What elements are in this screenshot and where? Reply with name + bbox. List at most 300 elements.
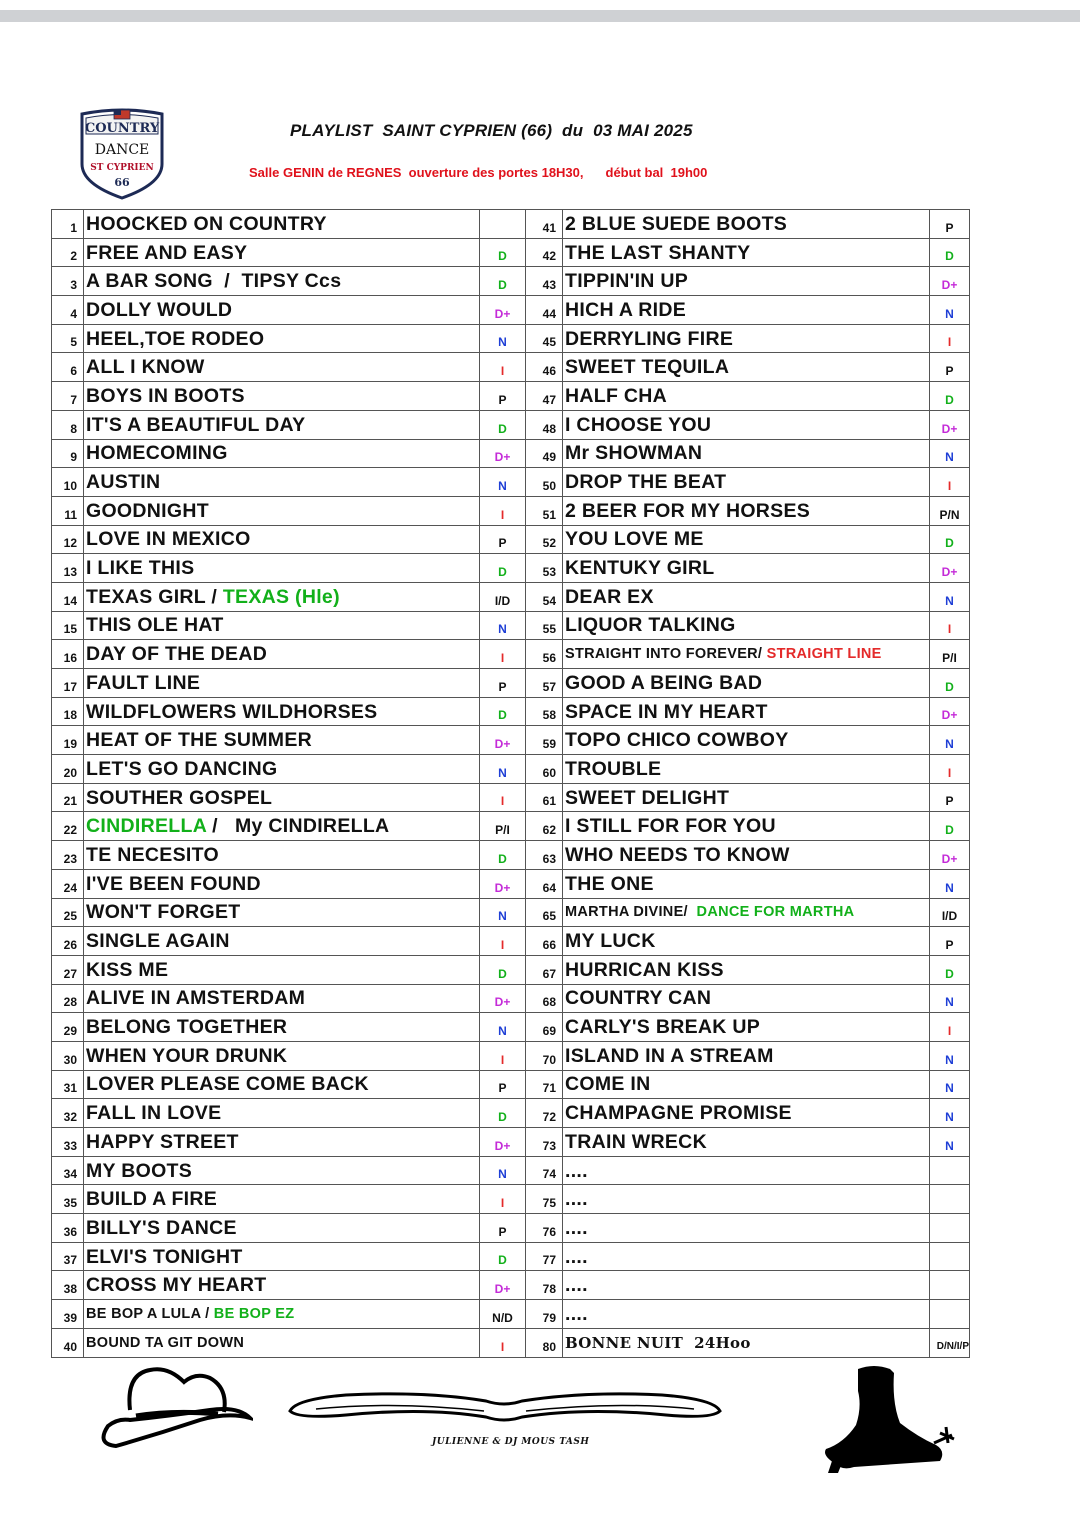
song-number: 79	[526, 1300, 563, 1329]
song-title-main: BILLY'S DANCE	[86, 1216, 237, 1239]
playlist-row	[52, 1214, 970, 1243]
song-title	[84, 726, 480, 755]
playlist-row	[52, 1156, 970, 1185]
song-title	[84, 1128, 480, 1157]
dance-level	[930, 1271, 970, 1300]
dance-level: I	[480, 783, 526, 812]
song-title	[84, 296, 480, 325]
song-title-main: SOUTHER GOSPEL	[86, 786, 273, 809]
playlist-row	[52, 812, 970, 841]
song-title-main: HURRICAN KISS	[565, 958, 724, 981]
song-title	[84, 353, 480, 382]
song-title	[84, 898, 480, 927]
song-title-alt: DANCE FOR MARTHA	[696, 904, 855, 921]
dance-level: D	[480, 697, 526, 726]
song-number: 80	[526, 1328, 563, 1357]
song-title-main: TRAIN WRECK	[565, 1130, 707, 1153]
song-number: 45	[526, 324, 563, 353]
song-number: 5	[52, 324, 84, 353]
song-title	[563, 267, 930, 296]
song-title	[84, 324, 480, 353]
song-title	[84, 783, 480, 812]
song-title	[563, 382, 930, 411]
song-title-main: MY LUCK	[565, 930, 656, 953]
song-title-main: / My CINDIRELLA	[206, 815, 390, 838]
song-title	[84, 1041, 480, 1070]
song-title-main: SWEET DELIGHT	[565, 786, 730, 809]
song-number: 57	[526, 669, 563, 698]
song-number: 24	[52, 869, 84, 898]
dance-level: I	[480, 927, 526, 956]
top-gray-bar	[0, 10, 1080, 22]
song-number: 59	[526, 726, 563, 755]
song-title	[563, 611, 930, 640]
song-title	[84, 1156, 480, 1185]
song-title	[84, 1328, 480, 1357]
song-title-main: ALIVE IN AMSTERDAM	[86, 987, 306, 1010]
song-title-main: HALF CHA	[565, 384, 668, 407]
song-title	[84, 927, 480, 956]
start-time-text: début bal 19h00	[605, 165, 708, 180]
song-number: 30	[52, 1041, 84, 1070]
song-title-main: IT'S A BEAUTIFUL DAY	[86, 413, 306, 436]
dance-level: N	[930, 984, 970, 1013]
dance-level: N	[930, 1099, 970, 1128]
song-title-main: LIQUOR TALKING	[565, 614, 736, 637]
playlist-row	[52, 1041, 970, 1070]
dance-level: D+	[480, 726, 526, 755]
song-title	[84, 582, 480, 611]
song-title-main: HICH A RIDE	[565, 298, 687, 321]
song-title-main: COUNTRY CAN	[565, 987, 712, 1010]
song-title	[563, 1271, 930, 1300]
song-title-main: I LIKE THIS	[86, 557, 195, 580]
song-title-main: DEAR EX	[565, 585, 654, 608]
dance-level: D+	[930, 410, 970, 439]
logo-number-text: 66	[114, 176, 130, 189]
song-title-main: GOOD A BEING BAD	[565, 671, 763, 694]
song-title	[84, 468, 480, 497]
song-number: 42	[526, 238, 563, 267]
playlist-row	[52, 554, 970, 583]
song-number: 21	[52, 783, 84, 812]
song-title	[563, 1128, 930, 1157]
song-title-main: A BAR SONG / TIPSY Ccs	[86, 270, 342, 293]
playlist-row	[52, 210, 970, 239]
song-title-main: ....	[565, 1188, 588, 1211]
song-title	[84, 238, 480, 267]
song-number: 27	[52, 955, 84, 984]
song-number: 12	[52, 525, 84, 554]
song-number: 73	[526, 1128, 563, 1157]
dance-level: I	[480, 496, 526, 525]
song-title	[84, 382, 480, 411]
song-title	[563, 783, 930, 812]
dance-level: I/D	[930, 898, 970, 927]
song-title-main: GOODNIGHT	[86, 499, 209, 522]
song-number: 58	[526, 697, 563, 726]
song-title-main: COME IN	[565, 1073, 651, 1096]
song-number: 1	[52, 210, 84, 239]
song-title	[563, 841, 930, 870]
dance-level: N	[930, 296, 970, 325]
song-title	[84, 210, 480, 239]
song-title-main: 2 BLUE SUEDE BOOTS	[565, 212, 788, 235]
dance-level	[930, 1242, 970, 1271]
song-title	[563, 1099, 930, 1128]
song-number: 32	[52, 1099, 84, 1128]
song-title-main: WHEN YOUR DRUNK	[86, 1044, 288, 1067]
playlist-row	[52, 927, 970, 956]
logo-place-text: ST CYPRIEN	[90, 163, 154, 173]
dance-level: D	[930, 812, 970, 841]
song-title-main: HEEL,TOE RODEO	[86, 327, 265, 350]
dance-level: I	[930, 755, 970, 784]
song-title-main: BOUND TA GIT DOWN	[86, 1334, 245, 1351]
song-title	[563, 1242, 930, 1271]
song-number: 37	[52, 1242, 84, 1271]
song-title-main: I STILL FOR FOR YOU	[565, 815, 776, 838]
song-title-main: SPACE IN MY HEART	[565, 700, 768, 723]
song-number: 41	[526, 210, 563, 239]
song-number: 39	[52, 1300, 84, 1329]
song-title-alt: TEXAS (Hle)	[222, 585, 340, 608]
dance-level: N	[480, 1013, 526, 1042]
song-number: 66	[526, 927, 563, 956]
song-number: 19	[52, 726, 84, 755]
playlist-row	[52, 382, 970, 411]
dance-level: P	[480, 525, 526, 554]
dance-level: N	[480, 1156, 526, 1185]
song-title-main: WHO NEEDS TO KNOW	[565, 843, 790, 866]
song-number: 61	[526, 783, 563, 812]
dance-level: P/I	[480, 812, 526, 841]
song-title	[563, 210, 930, 239]
dance-level: N	[480, 468, 526, 497]
song-title	[563, 1300, 930, 1329]
dance-level: P	[930, 210, 970, 239]
dance-level: P/I	[930, 640, 970, 669]
song-number: 29	[52, 1013, 84, 1042]
song-title	[563, 439, 930, 468]
venue-text: Salle GENIN de REGNES ouverture des portes 18H30,	[249, 165, 584, 180]
song-title-main: BOYS IN BOOTS	[86, 384, 245, 407]
playlist-row	[52, 898, 970, 927]
song-number: 26	[52, 927, 84, 956]
logo-dance-text: DANCE	[94, 142, 150, 158]
song-title	[84, 1300, 480, 1329]
song-number: 64	[526, 869, 563, 898]
song-title	[563, 1185, 930, 1214]
song-number: 68	[526, 984, 563, 1013]
song-title	[563, 812, 930, 841]
playlist-row	[52, 1242, 970, 1271]
dance-level	[480, 210, 526, 239]
playlist-row	[52, 1185, 970, 1214]
song-title-main: CROSS MY HEART	[86, 1274, 267, 1297]
dance-level: I	[930, 324, 970, 353]
song-title-main: Mr SHOWMAN	[565, 442, 703, 465]
dance-level: P/N	[930, 496, 970, 525]
song-number: 36	[52, 1214, 84, 1243]
song-number: 62	[526, 812, 563, 841]
song-title	[563, 669, 930, 698]
song-title	[84, 496, 480, 525]
song-title-main: YOU LOVE ME	[565, 528, 704, 551]
playlist-row	[52, 410, 970, 439]
song-number: 35	[52, 1185, 84, 1214]
song-title-main: HAPPY STREET	[86, 1130, 239, 1153]
song-title	[84, 267, 480, 296]
playlist-row	[52, 640, 970, 669]
song-title-main: AUSTIN	[86, 471, 161, 494]
song-title-main: HOMECOMING	[86, 442, 228, 465]
dance-level: I	[930, 1013, 970, 1042]
dance-level: D	[930, 669, 970, 698]
song-number: 7	[52, 382, 84, 411]
dance-level: I	[480, 1041, 526, 1070]
song-title	[563, 898, 930, 927]
playlist-row	[52, 1013, 970, 1042]
credit-text: JULIENNE & DJ MOUS TASH	[432, 1437, 590, 1447]
song-title	[84, 812, 480, 841]
dance-level: P	[480, 1070, 526, 1099]
song-number: 18	[52, 697, 84, 726]
playlist-row	[52, 582, 970, 611]
logo-country-text: COUNTRY	[84, 121, 160, 136]
song-title	[563, 755, 930, 784]
song-title-main: STRAIGHT INTO FOREVER/	[565, 646, 767, 663]
song-title	[563, 238, 930, 267]
cowboy-hat-icon	[88, 1364, 253, 1450]
playlist-row	[52, 353, 970, 382]
song-number: 56	[526, 640, 563, 669]
dance-level: N	[930, 1070, 970, 1099]
song-title	[84, 640, 480, 669]
song-number: 72	[526, 1099, 563, 1128]
playlist-row	[52, 1328, 970, 1357]
song-title	[563, 353, 930, 382]
song-number: 54	[526, 582, 563, 611]
song-title-main: I'VE BEEN FOUND	[86, 872, 261, 895]
song-title	[563, 525, 930, 554]
dance-level: P	[480, 382, 526, 411]
song-title-main: TEXAS GIRL /	[86, 585, 223, 608]
song-title	[563, 1070, 930, 1099]
song-title	[563, 1214, 930, 1243]
song-number: 60	[526, 755, 563, 784]
song-title-main: KENTUKY GIRL	[565, 557, 715, 580]
song-title-main: HOOCKED ON COUNTRY	[86, 212, 327, 235]
dance-level: D	[480, 410, 526, 439]
dance-level: N	[930, 1041, 970, 1070]
song-title-main: DAY OF THE DEAD	[86, 643, 268, 666]
playlist-row	[52, 669, 970, 698]
song-title-main: BE BOP A LULA /	[86, 1305, 214, 1322]
song-title-main: TIPPIN'IN UP	[565, 270, 689, 293]
dance-level: D+	[480, 984, 526, 1013]
dance-level: N	[930, 869, 970, 898]
dance-level: N	[930, 582, 970, 611]
playlist-row	[52, 324, 970, 353]
playlist-row	[52, 1271, 970, 1300]
song-title	[84, 554, 480, 583]
dance-level: D+	[930, 841, 970, 870]
song-number: 20	[52, 755, 84, 784]
dance-level: D+	[480, 869, 526, 898]
song-number: 51	[526, 496, 563, 525]
song-title	[84, 439, 480, 468]
song-title	[563, 468, 930, 497]
dance-level: N	[930, 1128, 970, 1157]
playlist-row	[52, 1300, 970, 1329]
dance-level: D	[480, 238, 526, 267]
song-title-main: LET'S GO DANCING	[86, 757, 278, 780]
song-title	[84, 410, 480, 439]
playlist-row	[52, 869, 970, 898]
song-title	[84, 1214, 480, 1243]
dance-level: I	[930, 468, 970, 497]
song-title-main: KISS ME	[86, 958, 169, 981]
song-title-main: TROUBLE	[565, 757, 662, 780]
song-title	[563, 324, 930, 353]
song-title-main: ELVI'S TONIGHT	[86, 1245, 243, 1268]
song-number: 48	[526, 410, 563, 439]
dance-level: P	[480, 1214, 526, 1243]
song-title	[84, 1185, 480, 1214]
song-title	[84, 841, 480, 870]
song-number: 25	[52, 898, 84, 927]
playlist-row	[52, 496, 970, 525]
dance-level	[930, 1214, 970, 1243]
dance-level: N	[930, 439, 970, 468]
dance-level: D	[480, 841, 526, 870]
dance-level	[930, 1185, 970, 1214]
song-title-main: THIS OLE HAT	[86, 614, 224, 637]
song-number: 55	[526, 611, 563, 640]
song-number: 53	[526, 554, 563, 583]
dance-level: D+	[930, 554, 970, 583]
song-number: 9	[52, 439, 84, 468]
cowboy-boot-icon	[814, 1363, 956, 1475]
song-title-main: DERRYLING FIRE	[565, 327, 734, 350]
dance-level	[930, 1300, 970, 1329]
dance-level: D	[480, 1242, 526, 1271]
song-title-main: ....	[565, 1159, 588, 1182]
song-title-main: TE NECESITO	[86, 843, 219, 866]
event-info	[249, 165, 707, 180]
song-title	[84, 1070, 480, 1099]
playlist-row	[52, 525, 970, 554]
song-title-main: I CHOOSE YOU	[565, 413, 712, 436]
playlist-row	[52, 783, 970, 812]
song-title	[563, 1013, 930, 1042]
song-number: 10	[52, 468, 84, 497]
song-title-alt: BE BOP EZ	[213, 1305, 295, 1322]
song-number: 6	[52, 353, 84, 382]
song-title-main: DOLLY WOULD	[86, 298, 233, 321]
dance-level: I	[480, 1328, 526, 1357]
song-title-main: WON'T FORGET	[86, 901, 241, 924]
song-number: 71	[526, 1070, 563, 1099]
playlist-row	[52, 697, 970, 726]
song-number: 23	[52, 841, 84, 870]
song-number: 44	[526, 296, 563, 325]
song-number: 2	[52, 238, 84, 267]
song-title	[84, 1271, 480, 1300]
song-title-main: ....	[565, 1216, 588, 1239]
song-title-main: BONNE NUIT 24Hoo	[565, 1333, 751, 1352]
song-title-main: ....	[565, 1245, 588, 1268]
song-number: 13	[52, 554, 84, 583]
song-title-main: MY BOOTS	[86, 1159, 193, 1182]
dance-level: P	[480, 669, 526, 698]
dance-level: P	[930, 353, 970, 382]
dance-level: D	[480, 267, 526, 296]
song-number: 38	[52, 1271, 84, 1300]
song-title	[563, 410, 930, 439]
dance-level: N	[480, 755, 526, 784]
song-title-main: LOVER PLEASE COME BACK	[86, 1073, 369, 1096]
song-title-main: ALL I KNOW	[86, 356, 205, 379]
page-title: PLAYLIST SAINT CYPRIEN (66) du 03 MAI 2025	[290, 121, 693, 140]
song-number: 4	[52, 296, 84, 325]
song-title-main: LOVE IN MEXICO	[86, 528, 251, 551]
song-title	[563, 927, 930, 956]
song-title	[563, 1156, 930, 1185]
song-title	[563, 984, 930, 1013]
song-title	[563, 496, 930, 525]
song-title	[563, 582, 930, 611]
song-title-main: BELONG TOGETHER	[86, 1016, 288, 1039]
song-title	[84, 869, 480, 898]
song-number: 76	[526, 1214, 563, 1243]
song-number: 75	[526, 1185, 563, 1214]
dance-level: D	[930, 382, 970, 411]
song-number: 11	[52, 496, 84, 525]
song-number: 3	[52, 267, 84, 296]
dance-level: I/D	[480, 582, 526, 611]
dance-level: D	[930, 955, 970, 984]
song-title	[84, 1099, 480, 1128]
song-title-main: THE LAST SHANTY	[565, 241, 751, 264]
song-title-main: HEAT OF THE SUMMER	[86, 729, 313, 752]
song-number: 31	[52, 1070, 84, 1099]
dance-level	[930, 1156, 970, 1185]
dance-level: D/N/I/P	[930, 1328, 970, 1357]
playlist-row	[52, 1070, 970, 1099]
playlist-row	[52, 955, 970, 984]
song-number: 40	[52, 1328, 84, 1357]
song-number: 8	[52, 410, 84, 439]
song-title	[84, 1242, 480, 1271]
song-title-alt: CINDIRELLA	[86, 815, 207, 838]
song-title-main: TOPO CHICO COWBOY	[565, 729, 789, 752]
dance-level: D	[480, 955, 526, 984]
dance-level: N	[480, 324, 526, 353]
song-title-main: SWEET TEQUILA	[565, 356, 730, 379]
dance-level: N	[930, 726, 970, 755]
song-number: 34	[52, 1156, 84, 1185]
playlist-row	[52, 439, 970, 468]
dance-level: D	[480, 1099, 526, 1128]
song-title-main: FREE AND EASY	[86, 241, 248, 264]
song-number: 65	[526, 898, 563, 927]
playlist-row	[52, 468, 970, 497]
song-number: 16	[52, 640, 84, 669]
song-number: 43	[526, 267, 563, 296]
dance-level: N/D	[480, 1300, 526, 1329]
